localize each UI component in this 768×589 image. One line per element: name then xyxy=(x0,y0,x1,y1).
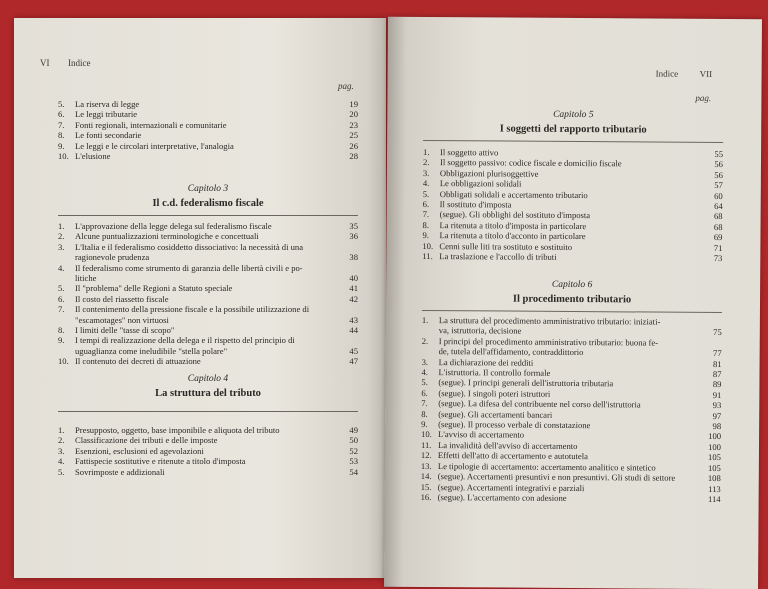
toc-entry xyxy=(58,325,358,335)
entry-page-number: 47 xyxy=(349,356,358,367)
entry-title-line: I tempi di realizzazione della delega e il rispetto del principio di xyxy=(75,335,295,346)
entry-page-number: 40 xyxy=(349,273,358,284)
entry-title-line: de, tutela dell'affidamento, contraddittorio xyxy=(438,346,584,358)
entry-number: 8. xyxy=(58,325,65,336)
entry-number: 7. xyxy=(422,209,430,220)
chapter3-rule xyxy=(58,215,358,216)
entry-title-line: Il "problema" delle Regioni a Statuto speciale xyxy=(75,283,233,294)
entry-title-line: Cenni sulle liti tra sostituto e sostituito xyxy=(439,240,573,252)
entry-page-number: 56 xyxy=(714,159,724,170)
entry-title-line: L'elusione xyxy=(75,151,111,162)
entry-number: 10. xyxy=(58,356,69,367)
right-pag-label: pag. xyxy=(695,92,712,103)
entry-title-line: Le leggi tributarie xyxy=(75,109,138,120)
entry-page-number: 71 xyxy=(713,242,723,253)
left-page xyxy=(14,18,386,578)
toc-entry xyxy=(422,251,722,264)
chapter6-title: Il procedimento tributario xyxy=(512,293,632,306)
entry-number: 4. xyxy=(58,262,65,273)
entry-title-line: La ritenuta a titolo d'imposta in particolare xyxy=(439,219,587,231)
entry-title-line: L'approvazione della legge delega sul federalismo fiscale xyxy=(75,221,272,231)
entry-title-line: (segue). La difesa del contribuente nel corso dell'istruttoria xyxy=(438,398,641,410)
entry-number: 9. xyxy=(421,419,428,430)
entry-page-number: 55 xyxy=(714,148,724,160)
entry-title-line: Esenzioni, esclusioni ed agevolazioni xyxy=(75,445,204,456)
left-running-title: Indice xyxy=(68,58,91,68)
entry-page-number: 98 xyxy=(712,421,722,432)
entry-title-line: (segue). Il processo verbale di constatazione xyxy=(438,419,591,431)
entry-number: 12. xyxy=(420,450,432,461)
entry-page-number: 49 xyxy=(349,425,358,435)
entry-title-line: (segue). Gli accertamenti bancari xyxy=(438,408,553,420)
entry-number: 8. xyxy=(58,130,65,141)
chapter4-title: La struttura del tributo xyxy=(155,388,261,399)
chapter3-title: Il c.d. federalismo fiscale xyxy=(152,198,264,209)
entry-title-line: I limiti delle "tasse di scopo" xyxy=(75,325,175,336)
entry-number: 10. xyxy=(421,429,432,440)
toc-entry xyxy=(58,242,358,263)
intro-entries-list xyxy=(58,99,358,161)
entry-title-line: Il contenimento della pressione fiscale e la possibile utilizzazione di xyxy=(75,304,310,315)
entry-number: 6. xyxy=(422,198,430,210)
entry-number: 5. xyxy=(422,188,430,199)
entry-number: 1. xyxy=(421,314,429,325)
entry-page-number: 44 xyxy=(349,325,358,336)
entry-page-number: 56 xyxy=(714,169,723,180)
entry-title-line: Il soggetto attivo xyxy=(440,147,499,158)
entry-title-line: Le obbligazioni solidali xyxy=(439,178,522,189)
entry-number: 10. xyxy=(58,151,69,162)
entry-title-line: (segue). I principi generali dell'istruttoria tributaria xyxy=(438,377,614,389)
toc-entry xyxy=(58,151,358,161)
entry-page-number: 41 xyxy=(349,283,358,294)
toc-entry xyxy=(58,231,358,241)
entry-page-number: 89 xyxy=(712,379,722,390)
toc-entry xyxy=(58,120,358,130)
entry-title-line: Il federalismo come strumento di garanzia delle libertà civili e po- xyxy=(75,262,303,273)
entry-title-line: (segue). L'accertamento con adesione xyxy=(437,491,567,503)
entry-page-number: 100 xyxy=(708,431,722,442)
entry-page-number: 23 xyxy=(349,119,358,130)
entry-number: 5. xyxy=(58,99,65,109)
entry-title-line: "escamotages" non virtuosi xyxy=(75,314,169,325)
entry-page-number: 52 xyxy=(349,445,358,456)
entry-page-number: 45 xyxy=(349,345,358,356)
entry-number: 2. xyxy=(58,435,65,446)
entry-title-line: L'istruttoria. Il controllo formale xyxy=(438,367,551,378)
entry-page-number: 38 xyxy=(349,252,358,263)
entry-number: 8. xyxy=(422,219,430,230)
entry-number: 13. xyxy=(420,460,432,471)
entry-title-line: Fonti regionali, internazionali e comunitarie xyxy=(75,119,227,130)
entry-title-line: La riserva di legge xyxy=(75,99,140,109)
toc-entry xyxy=(58,425,358,435)
entry-title-line: I principi del procedimento amministrativo tributario: buona fe- xyxy=(438,335,659,348)
entry-page-number: 69 xyxy=(713,232,723,243)
entry-title-line: L'avviso di accertamento xyxy=(438,429,525,441)
entry-number: 2. xyxy=(421,335,429,346)
entry-page-number: 43 xyxy=(349,314,358,325)
entry-title-line: (segue). Accertamenti presuntivi e non presuntivi. Gli studi di settore xyxy=(437,471,676,483)
entry-number: 7. xyxy=(58,304,65,315)
entry-page-number: 73 xyxy=(713,253,723,264)
entry-page-number: 93 xyxy=(712,400,722,411)
entry-title-line: Le fonti secondarie xyxy=(75,130,142,141)
entry-title-line: va, istruttoria, decisione xyxy=(438,325,522,337)
entry-page-number: 77 xyxy=(713,348,722,359)
entry-number: 6. xyxy=(58,293,65,304)
entry-number: 7. xyxy=(421,398,428,409)
entry-number: 4. xyxy=(422,178,430,189)
entry-number: 16. xyxy=(420,491,432,502)
entry-title-line: litiche xyxy=(75,273,97,284)
entry-page-number: 97 xyxy=(712,410,722,421)
entry-title-line: ragionevole prudenza xyxy=(75,252,150,263)
toc-entry xyxy=(58,467,358,477)
toc-entry xyxy=(421,492,721,505)
entry-page-number: 20 xyxy=(349,109,358,120)
entry-number: 1. xyxy=(423,146,430,157)
entry-page-number: 75 xyxy=(713,327,722,338)
entry-page-number: 53 xyxy=(349,456,358,467)
entry-number: 4. xyxy=(421,366,429,378)
chapter5-rule xyxy=(423,140,723,143)
chapter5-label: Capitolo 5 xyxy=(553,109,594,121)
entry-page-number: 68 xyxy=(713,211,723,222)
entry-title-line: Sovrimposte e addizionali xyxy=(75,466,165,477)
chapter3-label: Capitolo 3 xyxy=(187,184,229,194)
entry-number: 6. xyxy=(58,109,65,120)
chapter5-entries-list xyxy=(422,147,723,264)
entry-page-number: 35 xyxy=(349,221,358,231)
entry-page-number: 91 xyxy=(712,389,722,400)
entry-title-line: Alcune puntualizzazioni terminologiche e concettuali xyxy=(75,231,259,242)
toc-entry xyxy=(58,435,358,445)
entry-title-line: Obbligazioni plurisoggettive xyxy=(439,167,539,179)
toc-entry xyxy=(422,336,722,359)
entry-number: 2. xyxy=(422,157,430,168)
right-folio: VII xyxy=(699,68,713,79)
entry-page-number: 26 xyxy=(349,140,358,151)
entry-page-number: 114 xyxy=(708,493,721,504)
entry-title-line: La ritenuta a titolo d'acconto in particolare xyxy=(439,230,586,242)
chapter3-entries-list xyxy=(58,221,358,367)
entry-number: 5. xyxy=(421,377,428,388)
entry-page-number: 113 xyxy=(708,483,721,494)
toc-entry xyxy=(58,99,358,109)
entry-title-line: Il soggetto passivo: codice fiscale e domicilio fiscale xyxy=(439,157,622,169)
entry-number: 9. xyxy=(58,335,65,346)
entry-number: 9. xyxy=(58,140,65,151)
chapter6-rule xyxy=(422,310,722,313)
chapter4-label: Capitolo 4 xyxy=(187,374,229,384)
entry-page-number: 105 xyxy=(707,462,721,473)
toc-entry xyxy=(58,141,358,151)
entry-page-number: 19 xyxy=(349,99,358,109)
entry-number: 5. xyxy=(58,283,65,294)
entry-number: 14. xyxy=(420,471,432,482)
entry-title-line: L'Italia e il federalismo cosiddetto dissociativo: la necessità di una xyxy=(75,241,304,252)
right-running-title: Indice xyxy=(655,68,679,79)
entry-title-line: Il sostituto d'imposta xyxy=(439,199,512,210)
entry-title-line: Fattispecie sostitutive e ritenute a titolo d'imposta xyxy=(75,456,246,467)
entry-title-line: La dichiarazione dei redditi xyxy=(438,356,534,368)
entry-title-line: (segue). Accertamenti integrativi e parziali xyxy=(437,481,585,493)
chapter4-entries-list xyxy=(58,425,358,477)
chapter6-entries-list xyxy=(421,315,722,504)
entry-title-line: Presupposto, oggetto, base imponibile e aliquota del tributo xyxy=(75,425,280,435)
left-pag-label: pag. xyxy=(338,81,354,91)
entry-number: 1. xyxy=(58,221,65,231)
entry-number: 9. xyxy=(422,230,429,241)
toc-entry xyxy=(58,130,358,140)
entry-title-line: uguaglianza come ineludibile "stella polare" xyxy=(75,345,228,356)
entry-page-number: 108 xyxy=(707,473,721,484)
entry-number: 6. xyxy=(421,387,428,398)
entry-number: 11. xyxy=(422,251,433,262)
entry-page-number: 60 xyxy=(714,190,723,201)
entry-title-line: (segue). Gli obblighi del sostituto d'imposta xyxy=(439,209,591,221)
toc-entry xyxy=(58,456,358,466)
entry-title-line: La traslazione e l'accollo di tributi xyxy=(439,251,557,262)
toc-entry xyxy=(58,446,358,456)
entry-title-line: Obbligati solidali e accertamento tributario xyxy=(439,188,588,200)
toc-entry xyxy=(58,283,358,293)
entry-page-number: 68 xyxy=(713,221,723,232)
entry-page-number: 42 xyxy=(349,293,358,304)
entry-page-number: 28 xyxy=(349,151,358,162)
entry-page-number: 57 xyxy=(714,180,723,191)
toc-entry xyxy=(58,294,358,304)
entry-number: 7. xyxy=(58,119,65,130)
entry-title-line: Le leggi e le circolari interpretative, l'analogia xyxy=(75,140,234,151)
entry-page-number: 36 xyxy=(349,231,358,242)
entry-number: 15. xyxy=(420,481,432,492)
entry-title-line: Il contenuto dei decreti di attuazione xyxy=(75,356,201,367)
entry-page-number: 50 xyxy=(349,435,358,446)
entry-page-number: 100 xyxy=(708,441,722,452)
toc-entry xyxy=(58,221,358,231)
left-folio: VI xyxy=(40,58,50,68)
entry-page-number: 87 xyxy=(712,369,722,380)
entry-number: 3. xyxy=(421,356,429,367)
entry-number: 3. xyxy=(422,167,430,178)
entry-title-line: Le tipologie di accertamento: accertamento analitico e sintetico xyxy=(437,460,656,473)
entry-number: 3. xyxy=(58,445,65,456)
entry-title-line: Classificazione dei tributi e delle imposte xyxy=(75,435,218,446)
toc-entry xyxy=(58,335,358,356)
entry-number: 10. xyxy=(422,240,434,251)
entry-title-line: La struttura del procedimento amministrativo tributario: iniziati- xyxy=(438,315,661,327)
entry-number: 8. xyxy=(421,408,428,419)
entry-title-line: Il costo del riassetto fiscale xyxy=(75,293,169,304)
entry-number: 4. xyxy=(58,456,65,467)
chapter5-title: I soggetti del rapporto tributario xyxy=(499,123,647,136)
entry-number: 3. xyxy=(58,241,65,252)
toc-entry xyxy=(422,315,722,338)
entry-number: 11. xyxy=(420,439,432,450)
entry-title-line: (segue). I singoli poteri istruttori xyxy=(438,387,551,399)
toc-entry xyxy=(58,356,358,366)
entry-page-number: 64 xyxy=(714,201,723,212)
entry-number: 2. xyxy=(58,231,65,242)
chapter4-rule xyxy=(58,411,358,412)
toc-entry xyxy=(58,109,358,119)
entry-page-number: 105 xyxy=(708,452,721,463)
right-page xyxy=(384,17,762,589)
entry-title-line: Effetti dell'atto di accertamento e autotutela xyxy=(437,450,589,462)
entry-title-line: La invalidità dell'avviso di accertamento xyxy=(437,439,578,451)
entry-page-number: 25 xyxy=(349,130,358,141)
toc-entry xyxy=(58,263,358,284)
chapter6-label: Capitolo 6 xyxy=(551,279,593,291)
entry-number: 5. xyxy=(58,466,65,477)
toc-entry xyxy=(58,304,358,325)
entry-page-number: 54 xyxy=(349,466,358,477)
entry-number: 1. xyxy=(58,425,65,435)
entry-page-number: 81 xyxy=(712,358,722,369)
